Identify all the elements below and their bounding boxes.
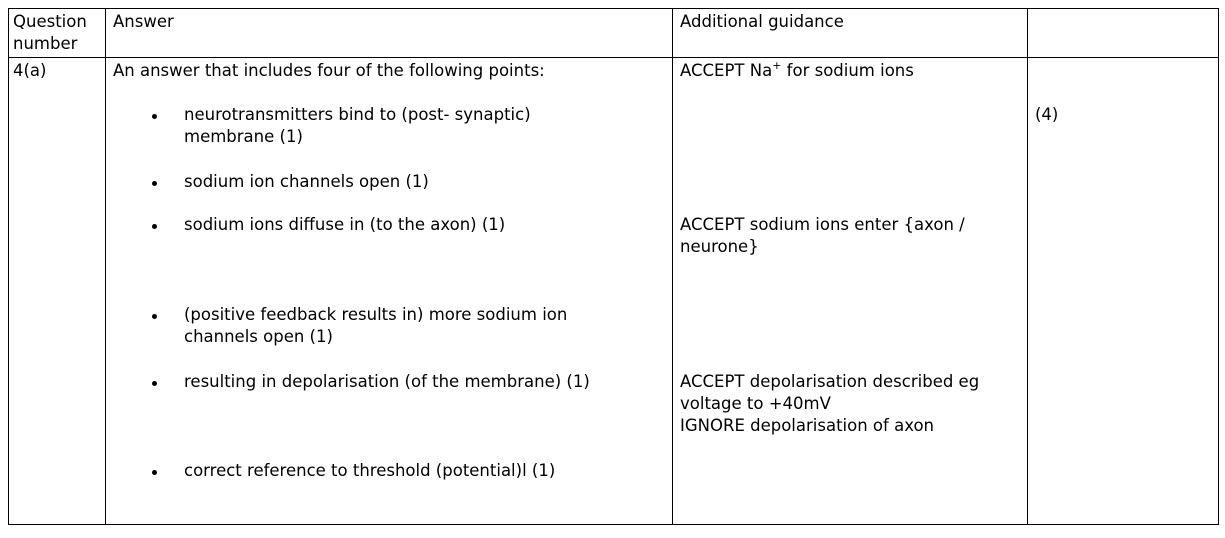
guidance-sodium-symbol: ACCEPT Na+ for sodium ions [680,58,914,80]
answer-point-text: correct reference to threshold (potential)l (1) [184,461,556,480]
answer-intro: An answer that includes four of the following points: [113,61,545,80]
bullet-icon [152,224,157,229]
bullet-icon [152,114,157,119]
bullet-icon [152,381,157,386]
answer-point-text: sodium ions diffuse in (to the axon) (1) [184,215,506,234]
answer-point-text: neurotransmitters bind to (post- synaptic) membrane (1) [184,105,531,146]
header-answer: Answer [113,12,174,31]
marks-value: (4) [1035,105,1059,124]
answer-point-text: sodium ion channels open (1) [184,172,429,191]
guidance-sodium-enter: ACCEPT sodium ions enter {axon / neurone} [680,215,965,256]
answer-point-text: resulting in depolarisation (of the membrane) (1) [184,372,590,391]
column-divider [672,9,673,524]
bullet-icon [152,314,157,319]
answer-point-text: (positive feedback results in) more sodium ion channels open (1) [184,305,568,346]
mark-scheme-table [8,8,1219,525]
header-additional-guidance: Additional guidance [680,12,844,31]
question-number: 4(a) [13,61,47,80]
guidance-depolarisation: ACCEPT depolarisation described eg voltage to +40mV IGNORE depolarisation of axon [680,372,980,435]
column-divider [1027,9,1028,524]
header-question-number: Question number [13,12,87,53]
marks-divider [1027,57,1218,58]
bullet-icon [152,181,157,186]
column-divider [105,9,106,524]
bullet-icon [152,470,157,475]
